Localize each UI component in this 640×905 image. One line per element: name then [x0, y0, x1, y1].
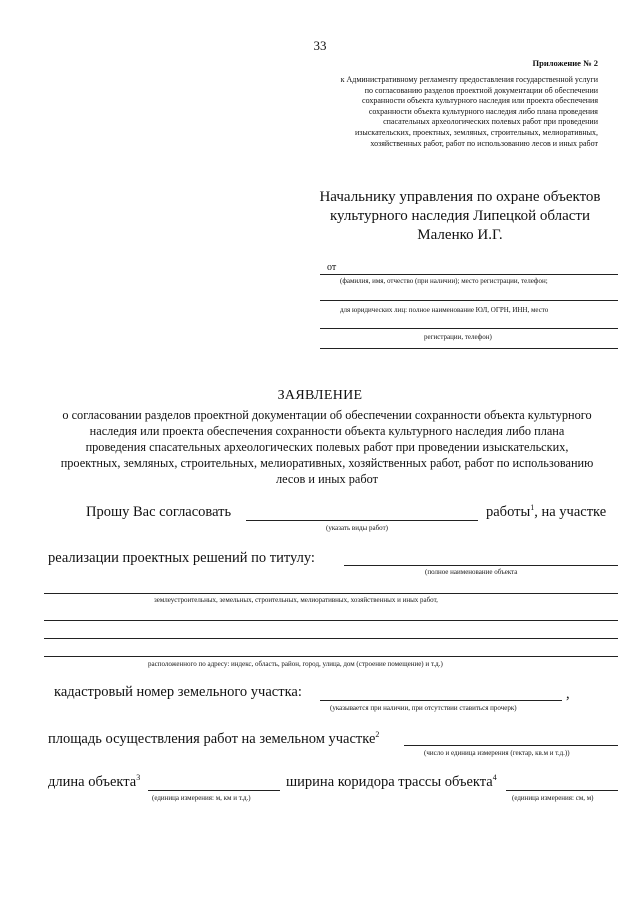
appendix-line: изыскательских, проектных, земляных, строительных, мелиоративных,: [354, 127, 598, 137]
statement-title: ЗАЯВЛЕНИЕ: [277, 388, 363, 403]
appendix-reference: [258, 75, 598, 149]
address-input[interactable]: [44, 656, 618, 657]
addressee-block: [300, 188, 620, 245]
object-title-input[interactable]: [344, 565, 618, 566]
addressee-line: Маленко И.Г.: [417, 227, 503, 243]
on-site-text: , на участке: [534, 504, 607, 520]
cadastral-comma: ,: [566, 686, 570, 702]
object-caption: (полное наименование объекта: [425, 568, 518, 576]
request-prefix: Прошу Вас согласовать: [86, 504, 232, 520]
applicant-extra-line[interactable]: [320, 348, 618, 349]
registration-caption: регистрации, телефон): [424, 333, 492, 341]
subtitle-line: лесов и иных работ: [276, 472, 378, 486]
appendix-line: сохранности объекта культурного наследия или проекта обеспечения: [362, 96, 598, 106]
width-caption: (единица измерения: см, м): [512, 794, 594, 802]
statement-subtitle: [50, 407, 604, 487]
length-text: длина объекта: [48, 774, 137, 790]
length-input[interactable]: [148, 790, 280, 791]
applicant-caption: (фамилия, имя, отчество (при наличии); место регистрации, телефон;: [340, 277, 548, 285]
object-title-line-3[interactable]: [44, 620, 618, 621]
address-caption: расположенного по адресу: индекс, область, район, город, улица, дом (строение помещение) и т.д.): [148, 660, 443, 668]
area-label: [48, 731, 379, 748]
applicant-address-line[interactable]: [320, 300, 618, 301]
works-list-caption: землеустроительных, земельных, строительных, мелиоративных, хозяйственных и иных работ,: [154, 596, 438, 604]
page-number: 33: [313, 38, 327, 53]
footnote-ref-4: 4: [492, 773, 497, 783]
works-type-input[interactable]: [246, 520, 478, 521]
appendix-line: по согласованию разделов проектной документации об обеспечении: [364, 85, 598, 95]
legal-entity-caption: для юридических лиц: полное наименование ЮЛ, ОГРН, ИНН, место: [340, 306, 549, 314]
width-label: [286, 774, 497, 791]
subtitle-line: о согласовании разделов проектной документации об обеспечении сохранности объекта культурного: [62, 408, 592, 422]
from-label: от: [327, 262, 337, 273]
appendix-line: спасательных археологических полевых работ при проведении: [383, 117, 598, 127]
footnote-ref-3: 3: [136, 773, 141, 783]
area-input[interactable]: [404, 745, 618, 746]
area-caption: (число и единица измерения (гектар, кв.м и т.д.)): [424, 749, 570, 757]
object-title-line-4[interactable]: [44, 638, 618, 639]
appendix-line: к Административному регламенту предоставления государственной услуги: [340, 75, 598, 84]
request-suffix: [486, 504, 606, 521]
works-caption: (указать виды работ): [326, 524, 388, 532]
applicant-details-line[interactable]: [320, 328, 618, 329]
footnote-ref-1: 1: [530, 503, 535, 513]
footnote-ref-2: 2: [375, 730, 380, 740]
length-label: [48, 774, 140, 791]
area-text: площадь осуществления работ на земельном участке: [48, 731, 376, 747]
subtitle-line: проектных, земляных, строительных, мелиоративных, хозяйственных работ, работ по использованию: [60, 456, 594, 470]
appendix-line: сохранности объекта культурного наследия либо плана проведения: [368, 106, 598, 116]
width-input[interactable]: [506, 790, 618, 791]
appendix-title: Приложение № 2: [532, 58, 598, 68]
addressee-line: культурного наследия Липецкой области: [329, 208, 591, 224]
object-title-line-2[interactable]: [44, 593, 618, 594]
width-text: ширина коридора трассы объекта: [286, 774, 493, 790]
appendix-line: хозяйственных работ, работ по использованию лесов и иных работ: [370, 138, 598, 148]
length-caption: (единица измерения: м, км и т.д.): [152, 794, 251, 802]
title-label: реализации проектных решений по титулу:: [48, 550, 315, 566]
subtitle-line: наследия или проекта обеспечения сохранности объекта культурного наследия либо плана: [89, 424, 565, 438]
addressee-line: Начальнику управления по охране объектов: [319, 189, 601, 205]
works-word: работы: [486, 504, 531, 520]
cadastral-input[interactable]: [320, 700, 562, 701]
subtitle-line: проведения спасательных археологических полевых работ при проведении изыскательских,: [85, 440, 569, 454]
cadastral-caption: (указывается при наличии, при отсутствии ставиться прочерк): [330, 704, 517, 712]
cadastral-label: кадастровый номер земельного участка:: [54, 684, 302, 700]
applicant-name-line[interactable]: [320, 274, 618, 275]
